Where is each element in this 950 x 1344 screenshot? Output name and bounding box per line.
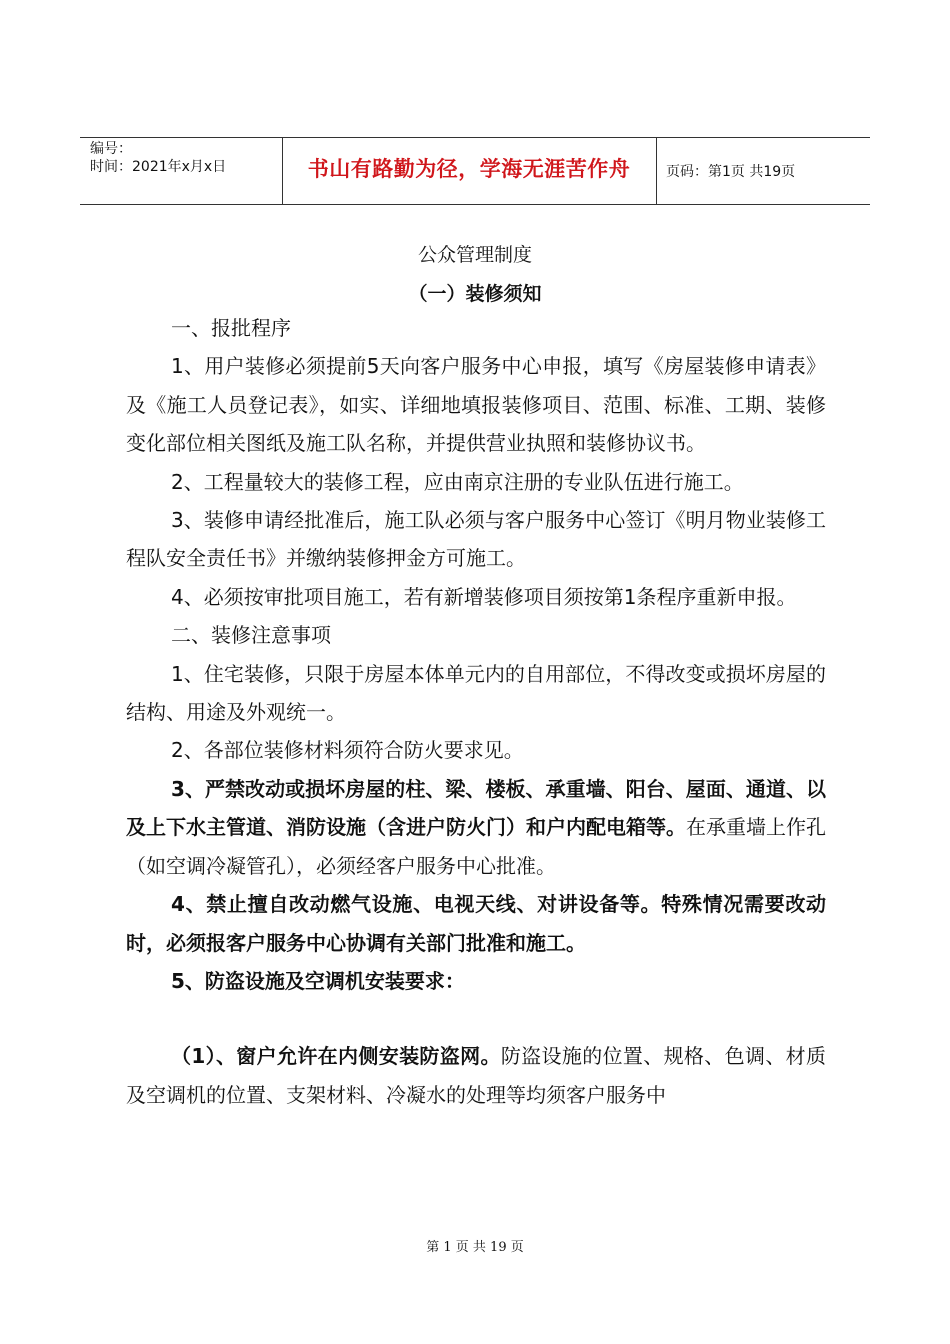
- header-motto: 书山有路勤为径，学海无涯苦作舟: [307, 156, 631, 181]
- paragraph: 3、装修申请经批准后，施工队必须与客户服务中心签订《明月物业装修工程队安全责任书》并缴纳装修押金方可施工。: [126, 508, 826, 571]
- paragraph: [126, 885, 826, 962]
- paragraph: [126, 770, 826, 885]
- paragraph: 4、必须按审批项目施工，若有新增装修项目须按第1条程序重新申报。: [171, 584, 797, 609]
- header-meta: [90, 140, 226, 176]
- paragraph: 1、用户装修必须提前5天向客户服务中心申报，填写《房屋装修申请表》及《施工人员登记表》，如实、详细地填报装修项目、范围、标准、工期、装修变化部位相关图纸及施工队名称，并提供营业执照和装修协议书。: [126, 354, 826, 456]
- document-body: [126, 309, 826, 1114]
- header-page-info: 页码：第1页 共19页: [666, 164, 796, 180]
- bold-text: 4、禁止擅自改动燃气设施、电视天线、对讲设备等。特殊情况需要改动时，必须报客户服务中心协调有关部门批准和施工。: [126, 892, 826, 955]
- normal-text: 防盗设施的位置、规格、色调、材质及空调机的位置、支架材料、冷凝水的处理等均须客户服务中: [126, 1044, 827, 1107]
- header-divider-left: [282, 138, 283, 204]
- spacer: [126, 1000, 826, 1037]
- document-number-label: 编号：: [90, 141, 132, 157]
- page-footer: 第 1 页 共 19 页: [426, 1240, 524, 1255]
- paragraph: 二、装修注意事项: [171, 623, 331, 648]
- bold-text: 3、严禁改动或损坏房屋的柱、梁、楼板、承重墙、阳台、屋面、通道、以及上下水主管道、消防设施（含进户防火门）和户内配电箱等。: [126, 776, 826, 840]
- header-divider-right: [656, 138, 657, 204]
- header-top-rule: [80, 137, 870, 138]
- section-title: （一）装修须知: [408, 283, 542, 305]
- paragraph: [126, 1037, 826, 1114]
- paragraph: 1、住宅装修，只限于房屋本体单元内的自用部位，不得改变或损坏房屋的结构、用途及外观统一。: [126, 661, 826, 725]
- paragraph: 2、各部位装修材料须符合防火要求见。: [171, 738, 524, 763]
- document-title: 公众管理制度: [417, 244, 532, 266]
- bold-text: （1）、窗户允许在内侧安装防盗网。: [171, 1044, 501, 1069]
- paragraph: [126, 962, 826, 1000]
- header-bottom-rule: [80, 204, 870, 205]
- normal-text: 在承重墙上作孔（如空调冷凝管孔），必须经客户服务中心批准。: [126, 815, 826, 878]
- bold-text: 5、防盗设施及空调机安装要求：: [171, 968, 465, 993]
- paragraph: 一、报批程序: [171, 316, 291, 340]
- paragraph: 2、工程量较大的装修工程，应由南京注册的专业队伍进行施工。: [171, 469, 744, 494]
- document-time: 时间：2021年x月x日: [90, 159, 227, 175]
